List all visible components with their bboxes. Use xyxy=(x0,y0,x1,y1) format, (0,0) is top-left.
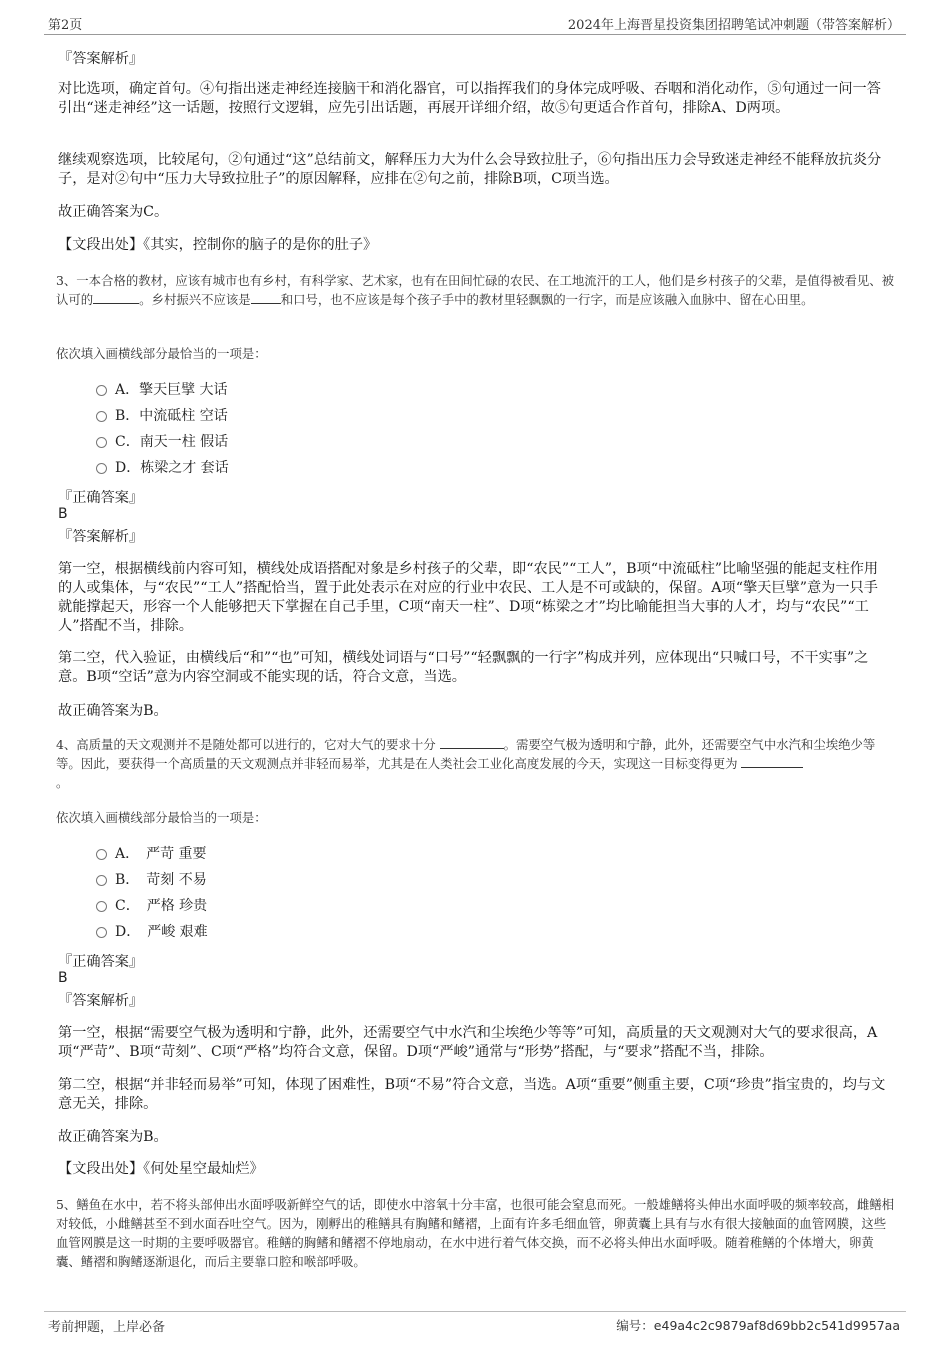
page-header xyxy=(44,12,906,35)
footer-slogan: 考前押题，上岸必备 xyxy=(48,1320,166,1335)
page-number: 第2页 xyxy=(48,18,83,33)
q4-stem: 4、高质量的天文观测并不是随处都可以进行的，它对大气的要求十分 。需要空气极为透明和宁静，此外，还需要空气中水汽和尘埃绝少等等。因此，要获得一个高质量的天文观测点并非轻而易举，尤其是在人类社会工业化高度发展的今天，实现这一目标变得更为 。 xyxy=(56,737,876,790)
q2-analysis-para2: 继续观察选项，比较尾句，②句通过“这”总结前文，解释压力大为什么会导致拉肚子，⑥句指出压力会导致迷走神经不能释放抗炎分子，是对②句中“压力大导致拉肚子”的原因解释，应排在②句之前，排除B项，C项当选。 xyxy=(58,152,882,187)
q2-conclusion: 故正确答案为C。 xyxy=(58,204,169,220)
q3-stem: 3、一本合格的教材，应该有城市也有乡村，有科学家、艺术家，也有在田间忙碌的农民、在工地流汗的工人，他们是乡村孩子的父辈，是值得被看见、被认可的 。乡村振兴不应该是 和口号，也不应该是每个孩子手中的教材里轻飘飘的一行字，而是应该融入血脉中、留在心田里。 xyxy=(56,273,895,307)
q3-answer: B xyxy=(58,506,68,522)
radio-icon[interactable] xyxy=(96,849,107,860)
radio-icon[interactable] xyxy=(96,927,107,938)
q3-option-c[interactable]: C．南天一柱 假话 xyxy=(96,432,228,452)
q2-source: 【文段出处】《其实，控制你的脑子的是你的肚子》 xyxy=(58,237,378,253)
q4-option-b[interactable]: B． 苛刻 不易 xyxy=(96,870,207,890)
radio-icon[interactable] xyxy=(96,411,107,422)
page-footer xyxy=(44,1311,906,1336)
q4-blank-1 xyxy=(440,736,504,749)
document-code: 编号：e49a4c2c9879af8d69bb2c541d9957aa xyxy=(616,1318,900,1333)
q4-option-c[interactable]: C． 严格 珍贵 xyxy=(96,896,207,916)
radio-icon[interactable] xyxy=(96,901,107,912)
q4-analysis-para2: 第二空，根据“并非轻而易举”可知，体现了困难性，B项“不易”符合文意，当选。A项“重要”侧重主要，C项“珍贵”指宝贵的，均与文意无关，排除。 xyxy=(58,1077,886,1112)
q4-conclusion: 故正确答案为B。 xyxy=(58,1129,168,1145)
radio-icon[interactable] xyxy=(96,463,107,474)
q3-analysis-para1: 第一空，根据横线前内容可知，横线处成语搭配对象是乡村孩子的父辈，即“农民”“工人”，B项“中流砥柱”比喻坚强的能起支柱作用的人或集体，与“农民”“工人”搭配恰当，置于此处表示在对应的行业中农民、工人是不可或缺的，保留。A项“擎天巨擘”意为一只手就能撑起天，形容一个人能够把天下掌握在自己手里，C项“南天一柱”、D项“栋梁之才”均比喻能担当大事的人才，均与“农民”“工人”搭配不当，排除。 xyxy=(58,561,879,634)
q3-option-d[interactable]: D．栋梁之才 套话 xyxy=(96,458,229,478)
q3-prompt: 依次填入画横线部分最恰当的一项是： xyxy=(56,346,267,361)
q3-blank-2 xyxy=(251,291,281,304)
q3-analysis-para2: 第二空，代入验证，由横线后“和”“也”可知，横线处词语与“口号”“轻飘飘的一行字”构成并列，应体现出“只喊口号，不干实事”之意。B项“空话”意为内容空洞或不能实现的话，符合文意，当选。 xyxy=(58,650,869,685)
document-title: 2024年上海晋星投资集团招聘笔试冲刺题（带答案解析） xyxy=(567,18,900,33)
q4-blank-2 xyxy=(741,755,803,768)
q3-analysis-label: 『答案解析』 xyxy=(58,529,144,545)
q4-option-d[interactable]: D． 严峻 艰难 xyxy=(96,922,208,942)
q5-stem: 5、鳝鱼在水中，若不将头部伸出水面呼吸新鲜空气的话，即使水中溶氧十分丰富，也很可能会窒息而死。一般雄鳝将头伸出水面呼吸的频率较高，雌鳝相对较低，小雌鳝甚至不到水面吞吐空气。因为，刚孵出的稚鳝具有胸鳍和鳍褶，上面有许多毛细血管，卵黄囊上具有与水有很大接触面的血管网膜，这些血管网膜是这一时期的主要呼吸器官。稚鳝的胸鳍和鳍褶不停地扇动，在水中进行着气体交换，而不必将头伸出水面呼吸。随着稚鳝的个体增大，卵黄囊、鳍褶和胸鳍逐渐退化，而后主要靠口腔和喉部呼吸。 xyxy=(56,1197,895,1269)
q4-prompt: 依次填入画横线部分最恰当的一项是： xyxy=(56,810,267,825)
q4-analysis-para1: 第一空，根据“需要空气极为透明和宁静，此外，还需要空气中水汽和尘埃绝少等等”可知，高质量的天文观测对大气的要求很高，A项“严苛”、B项“苛刻”、C项“严格”均符合文意，保留。D项“严峻”通常与“形势”搭配，与“要求”搭配不当，排除。 xyxy=(58,1025,878,1060)
q3-conclusion: 故正确答案为B。 xyxy=(58,703,168,719)
q4-answer-label: 『正确答案』 xyxy=(58,954,144,970)
radio-icon[interactable] xyxy=(96,437,107,448)
q4-answer: B xyxy=(58,970,68,986)
radio-icon[interactable] xyxy=(96,385,107,396)
q3-answer-label: 『正确答案』 xyxy=(58,490,144,506)
q2-analysis-label: 『答案解析』 xyxy=(58,51,144,67)
q2-analysis-para1: 对比选项，确定首句。④句指出迷走神经连接脑干和消化器官，可以指挥我们的身体完成呼吸、吞咽和消化动作，⑤句通过一问一答引出“迷走神经”这一话题，按照行文逻辑，应先引出话题，再展开详细介绍，故⑤句更适合作首句，排除A、D两项。 xyxy=(58,81,881,116)
q4-analysis-label: 『答案解析』 xyxy=(58,993,144,1009)
q3-blank-1 xyxy=(93,291,139,304)
q4-option-a[interactable]: A． 严苛 重要 xyxy=(96,844,207,864)
radio-icon[interactable] xyxy=(96,875,107,886)
q4-source: 【文段出处】《何处星空最灿烂》 xyxy=(58,1161,264,1177)
q3-option-a[interactable]: A．擎天巨擘 大话 xyxy=(96,380,228,400)
q3-option-b[interactable]: B．中流砥柱 空话 xyxy=(96,406,228,426)
